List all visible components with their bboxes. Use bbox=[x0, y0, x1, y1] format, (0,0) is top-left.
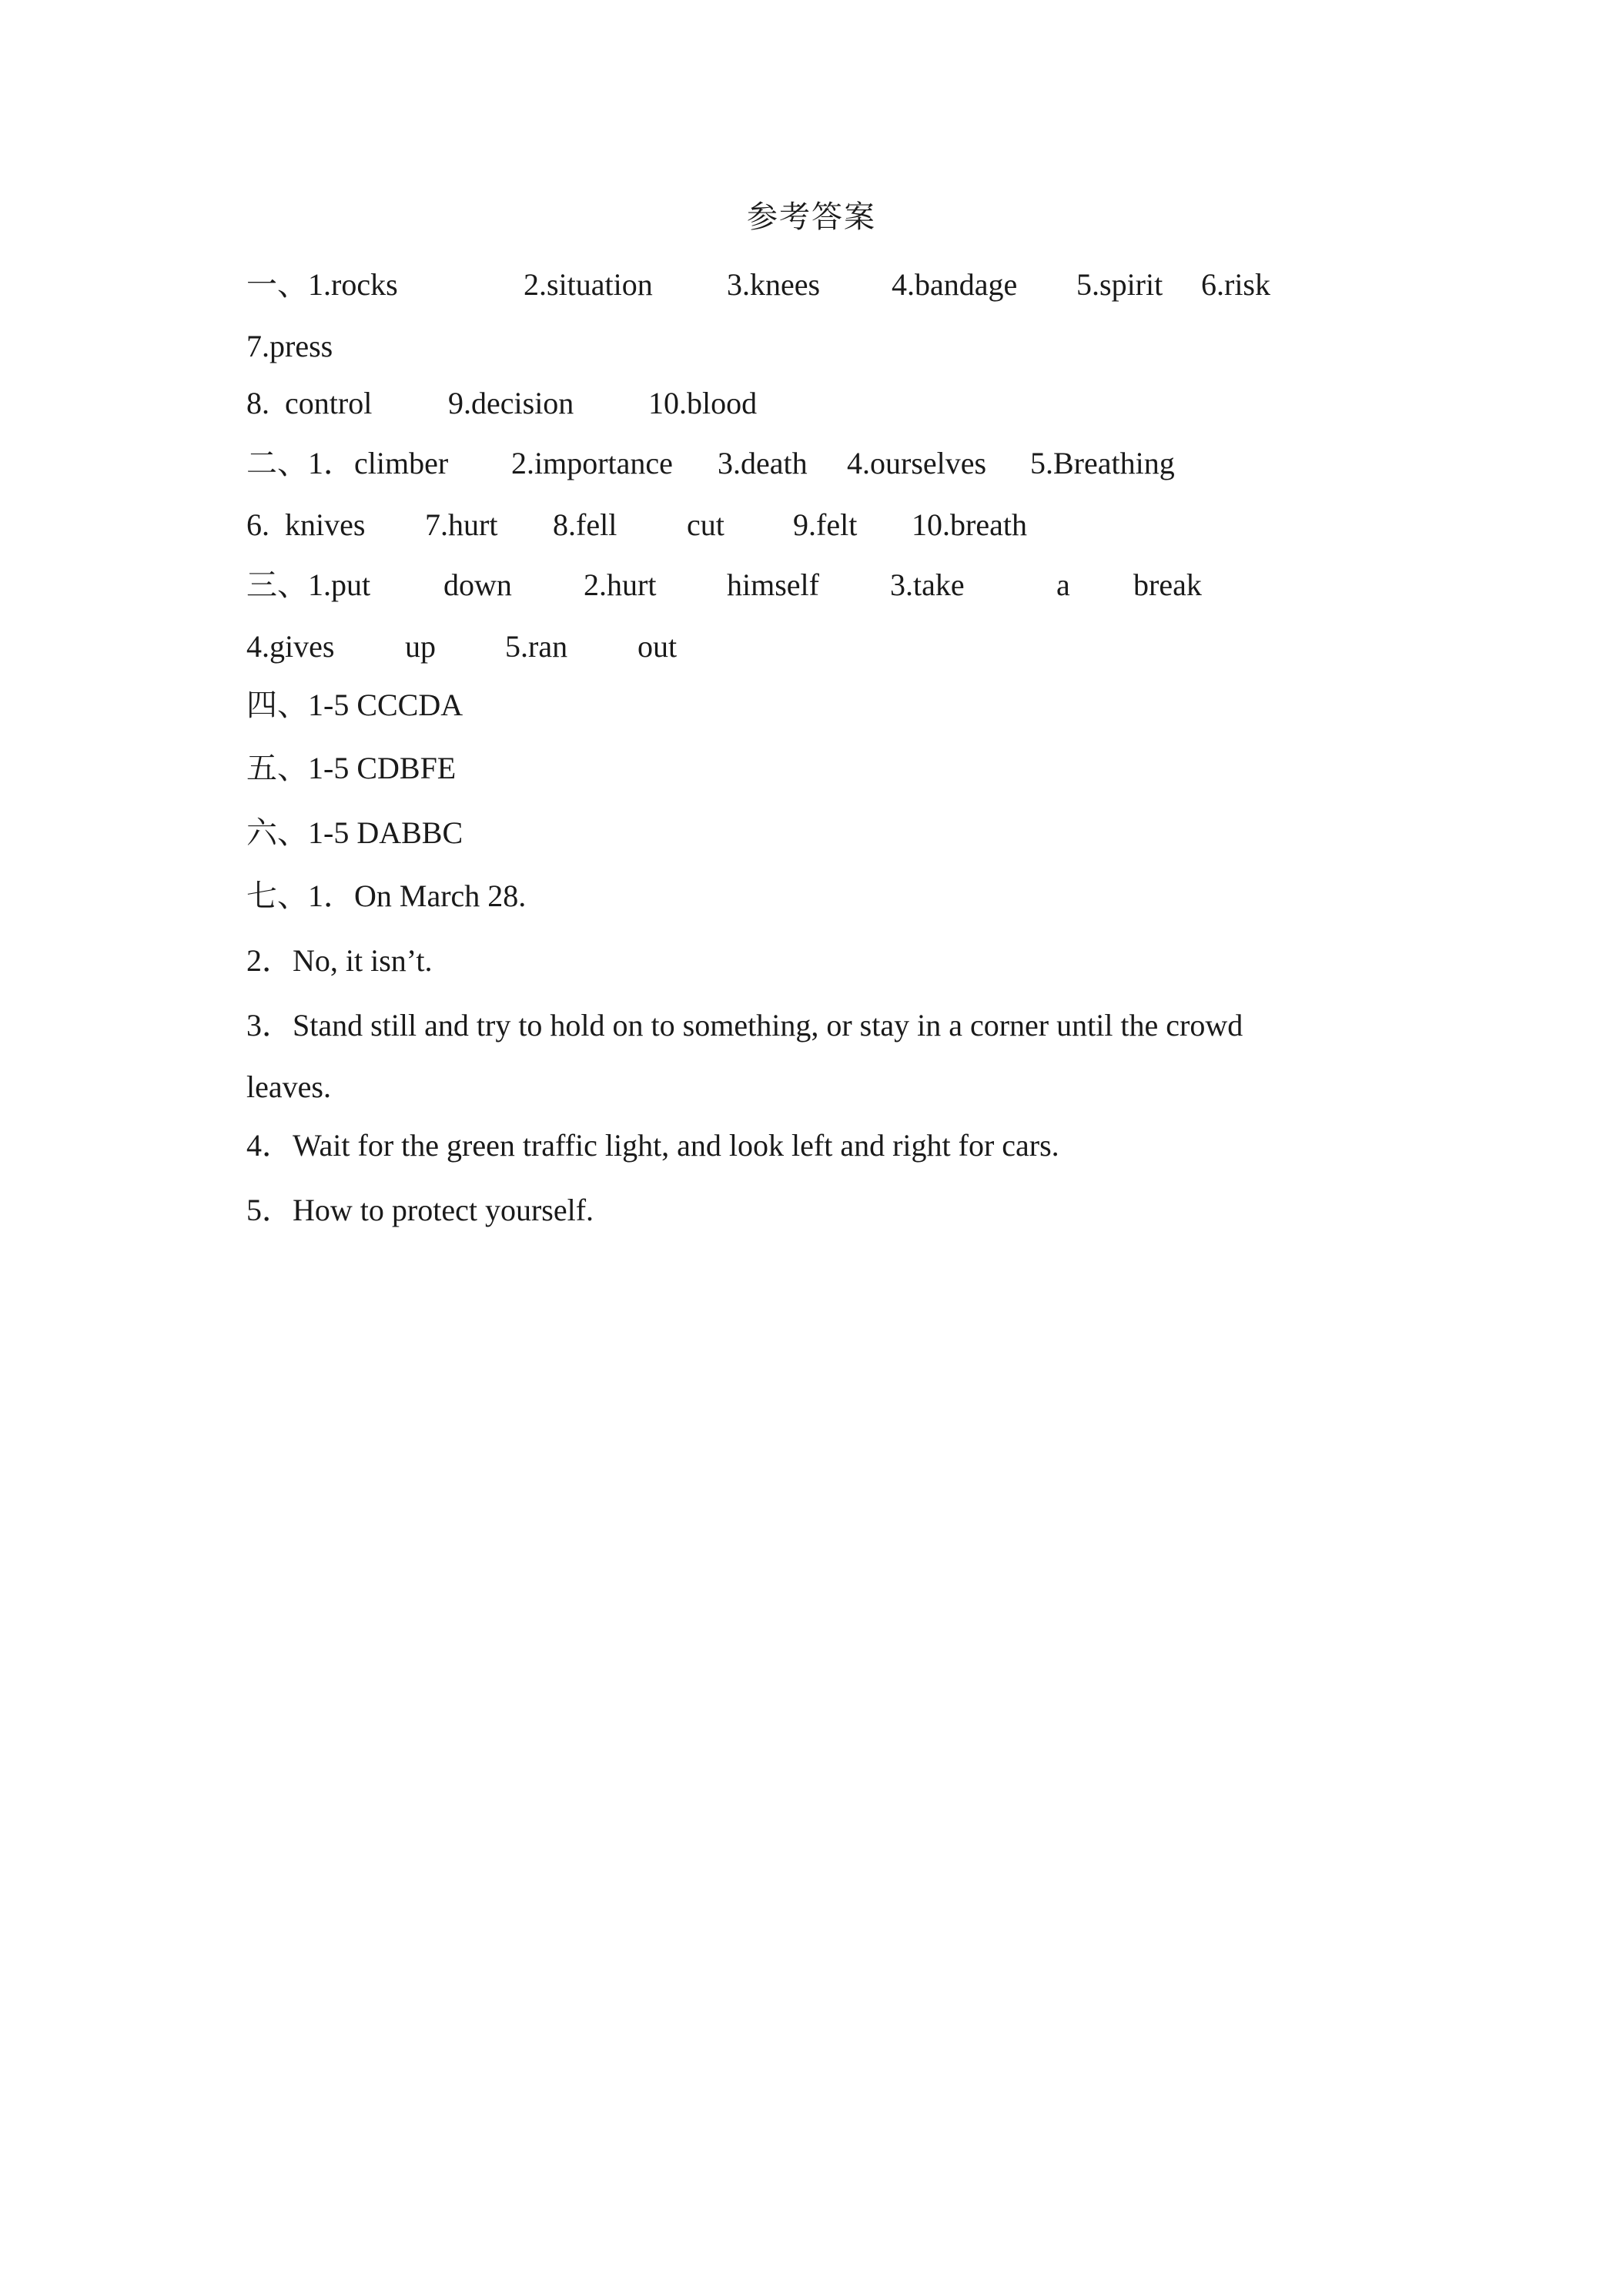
answer-item: 4.ourselves bbox=[847, 446, 987, 480]
answer-item: 三、1.put bbox=[246, 567, 371, 602]
answer-item: a bbox=[1056, 567, 1070, 602]
section-7-answer-3-line-2: leaves. bbox=[246, 1069, 331, 1104]
answer-item: 4.bandage bbox=[892, 267, 1018, 302]
section-5-answer: 五、1-5 CDBFE bbox=[246, 751, 457, 785]
answer-item: 一、1.rocks bbox=[246, 267, 398, 302]
answer-item: 6. knives bbox=[246, 507, 366, 542]
answer-item: 2.situation bbox=[524, 267, 653, 302]
answer-item: 4.gives bbox=[246, 629, 335, 664]
answer-item: 二、1．climber bbox=[246, 446, 449, 480]
section-7-answer-1: 七、1．On March 28. bbox=[246, 879, 527, 913]
answer-item: down bbox=[443, 567, 512, 602]
answer-item: 7.hurt bbox=[425, 507, 498, 542]
answer-item: break bbox=[1133, 567, 1202, 602]
answer-item: 3.knees bbox=[727, 267, 821, 302]
section-4-answer: 四、1-5 CCCDA bbox=[246, 688, 463, 722]
section-7-answer-5: 5．How to protect yourself. bbox=[246, 1193, 594, 1227]
answer-item: 2.importance bbox=[511, 446, 673, 480]
answer-item: 9.decision bbox=[448, 386, 574, 420]
answer-item: 6.risk bbox=[1201, 267, 1270, 302]
answer-item: 9.felt bbox=[793, 507, 858, 542]
answer-item: 8.fell bbox=[553, 507, 617, 542]
answer-item: 10.breath bbox=[912, 507, 1027, 542]
answer-item: 8. control bbox=[246, 386, 373, 420]
section-6-answer: 六、1-5 DABBC bbox=[246, 815, 463, 850]
answer-item: 2.hurt bbox=[584, 567, 657, 602]
section-7-answer-4: 4．Wait for the green traffic light, and look left and right for cars. bbox=[246, 1128, 1059, 1163]
answer-item: 10.blood bbox=[648, 386, 758, 420]
answer-item: cut bbox=[687, 507, 724, 542]
answer-item: 5.Breathing bbox=[1030, 446, 1175, 480]
answer-item: out bbox=[637, 629, 678, 664]
section-7-answer-2: 2．No, it isn’t. bbox=[246, 943, 433, 978]
answer-item: 3.take bbox=[890, 567, 965, 602]
answer-item: 3.death bbox=[718, 446, 808, 480]
page-title: 参考答案 bbox=[747, 199, 876, 234]
answer-item: 5.spirit bbox=[1076, 267, 1163, 302]
answer-item: 5.ran bbox=[505, 629, 568, 664]
answer-item: up bbox=[405, 629, 436, 664]
answer-item: himself bbox=[727, 567, 819, 602]
section-7-answer-3-line-1: 3．Stand still and try to hold on to something, or stay in a corner until the crowd bbox=[246, 1008, 1243, 1043]
answer-item: 7.press bbox=[246, 329, 333, 363]
